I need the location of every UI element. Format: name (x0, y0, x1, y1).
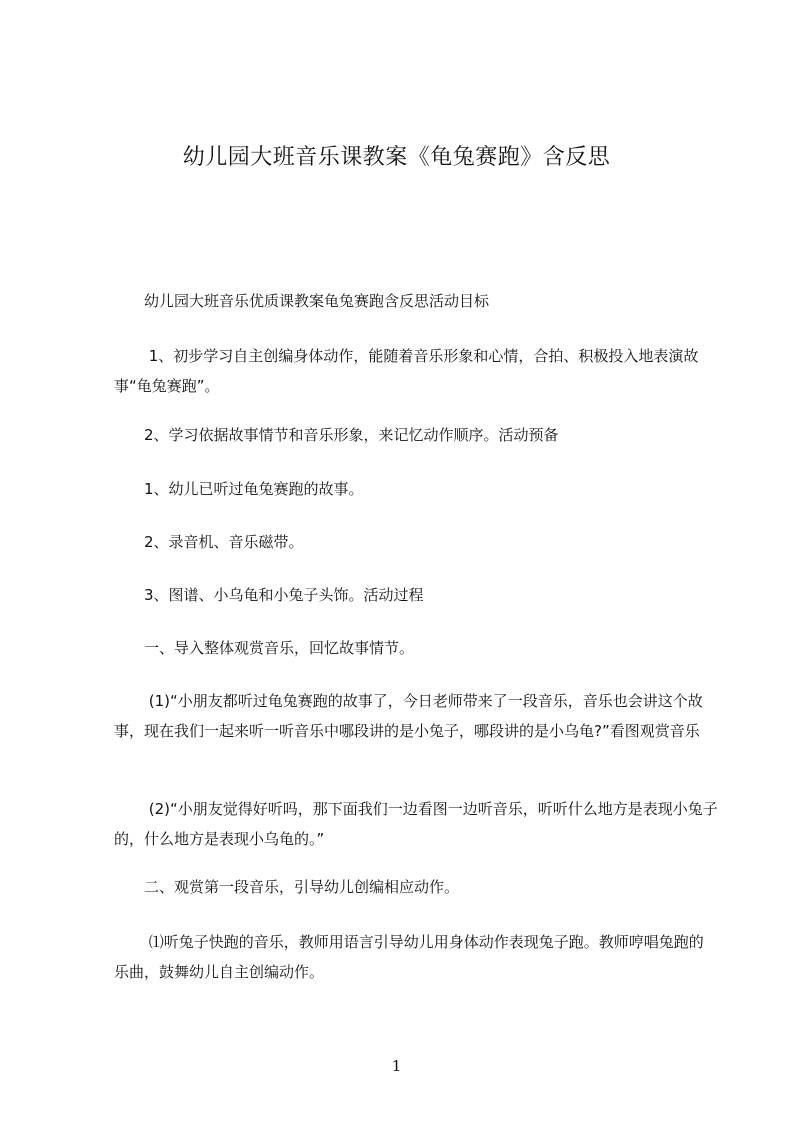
paragraph-prep-1: 1、幼儿已听过龟兔赛跑的故事。 (114, 480, 364, 498)
paragraph-step-1-a: (1)“小朋友都听过龟兔赛跑的故事了，今日老师带来了一段音乐，音乐也会讲这个故事，现在我们一起来听一听音乐中哪段讲的是小兔子，哪段讲的是小乌龟?”看图观赏音乐 (114, 692, 703, 740)
paragraph-step-2-a: ⑴听兔子快跑的音乐，教师用语言引导幼儿用身体动作表现兔子跑。教师哼唱兔跑的乐曲，鼓舞幼儿自主创编动作。 (114, 933, 704, 981)
paragraph-prep-3: 3、图谱、小乌龟和小兔子头饰。活动过程 (114, 586, 424, 604)
page-number: 1 (391, 1057, 402, 1075)
paragraph-intro: 幼儿园大班音乐优质课教案龟兔赛跑含反思活动目标 (114, 292, 490, 310)
paragraph-step-1-b: (2)“小朋友觉得好听吗，那下面我们一边看图一边听音乐，听听什么地方是表现小兔子的，什么地方是表现小乌龟的。” (114, 800, 718, 848)
paragraph-step-2: 二、观赏第一段音乐，引导幼儿创编相应动作。 (114, 878, 460, 896)
paragraph-goal-1: 1、初步学习自主创编身体动作，能随着音乐形象和心情，合拍、积极投入地表演故事“龟兔赛跑”。 (114, 347, 699, 395)
paragraph-goal-2: 2、学习依据故事情节和音乐形象，来记忆动作顺序。活动预备 (114, 426, 559, 444)
document-title: 幼儿园大班音乐课教案《龟兔赛跑》含反思 (182, 145, 611, 170)
paragraph-prep-2: 2、录音机、音乐磁带。 (114, 533, 304, 551)
paragraph-step-1: 一、导入整体观赏音乐，回忆故事情节。 (114, 639, 415, 657)
